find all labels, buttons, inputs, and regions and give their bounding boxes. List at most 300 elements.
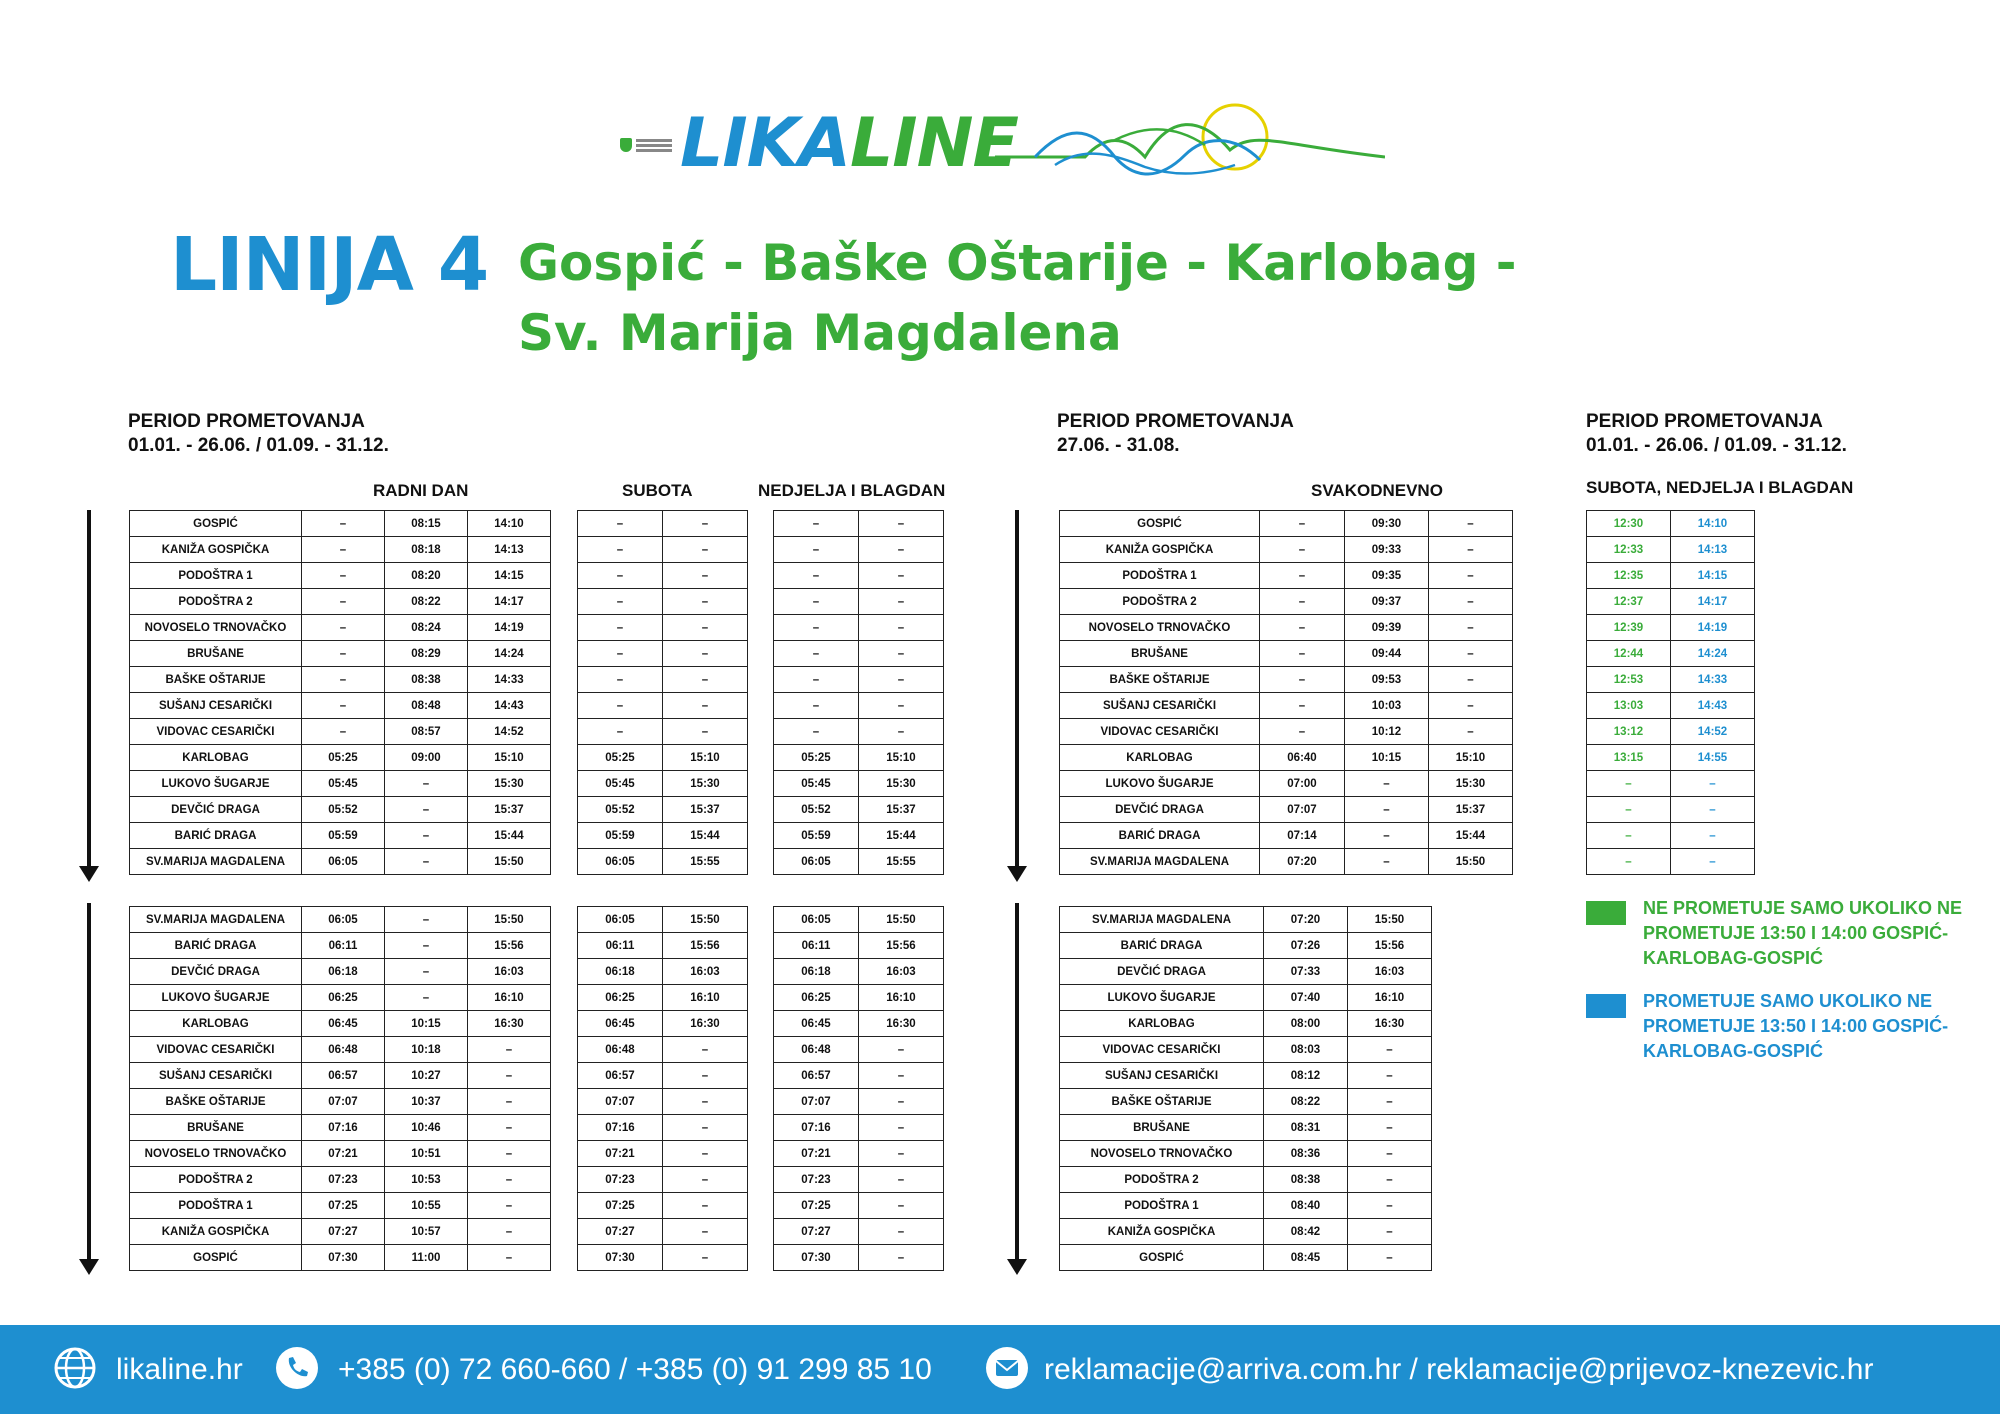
table-row	[1060, 589, 1513, 615]
table-row	[1587, 667, 1755, 693]
departure-time: –	[578, 719, 663, 745]
departure-time: –	[1671, 771, 1755, 797]
departure-time: 15:56	[1348, 933, 1432, 959]
departure-time: –	[859, 1089, 944, 1115]
table-row	[774, 823, 944, 849]
departure-time: 15:30	[468, 771, 551, 797]
stop-name: BARIĆ DRAGA	[1060, 933, 1264, 959]
table-row	[578, 907, 748, 933]
departure-time: –	[1429, 641, 1513, 667]
departure-time: –	[578, 615, 663, 641]
departure-time: –	[578, 511, 663, 537]
departure-time: 10:12	[1345, 719, 1429, 745]
table-row	[578, 1063, 748, 1089]
departure-time: 08:03	[1264, 1037, 1348, 1063]
table-row	[578, 1167, 748, 1193]
table-row	[1060, 985, 1432, 1011]
legend-green-text: NE PROMETUJE SAMO UKOLIKO NE PROMETUJE 13:50 I 14:00 GOSPIĆ-KARLOBAG-GOSPIĆ	[1643, 898, 1963, 968]
table-row	[774, 985, 944, 1011]
table-row	[130, 1167, 551, 1193]
direction-arrow-down-icon	[1007, 866, 1027, 882]
table-row	[130, 1089, 551, 1115]
table-row	[578, 667, 748, 693]
departure-time: –	[1348, 1167, 1432, 1193]
departure-time: 14:24	[1671, 641, 1755, 667]
departure-time: 08:40	[1264, 1193, 1348, 1219]
table-row	[774, 1063, 944, 1089]
table-row	[774, 1193, 944, 1219]
departure-time: 09:53	[1345, 667, 1429, 693]
departure-time: 08:38	[1264, 1167, 1348, 1193]
departure-time: 07:33	[1264, 959, 1348, 985]
departure-time: 08:45	[1264, 1245, 1348, 1271]
departure-time: 07:40	[1264, 985, 1348, 1011]
departure-time: 15:44	[859, 823, 944, 849]
departure-time: 13:03	[1587, 693, 1671, 719]
table-row	[1587, 849, 1755, 875]
table-row	[578, 1011, 748, 1037]
departure-time: 07:23	[578, 1167, 663, 1193]
departure-time: 16:30	[468, 1011, 551, 1037]
table-row	[578, 511, 748, 537]
route-title-line-1: Gospić - Baške Oštarije - Karlobag -	[518, 234, 1517, 292]
stop-name: GOSPIĆ	[130, 1245, 302, 1271]
departure-time: –	[1587, 797, 1671, 823]
departure-time: 16:10	[468, 985, 551, 1011]
table-row	[1060, 615, 1513, 641]
contact-footer	[0, 1325, 2000, 1414]
timetable-radni-dan-return	[129, 906, 551, 1271]
footer-website-link[interactable]: likaline.hr	[116, 1353, 243, 1386]
table-row	[774, 1219, 944, 1245]
table-row	[774, 849, 944, 875]
departure-time: 05:45	[578, 771, 663, 797]
stop-name: BRUŠANE	[1060, 641, 1260, 667]
stop-name: PODOŠTRA 2	[130, 589, 302, 615]
table-row	[1060, 1011, 1432, 1037]
departure-time: –	[1348, 1193, 1432, 1219]
departure-time: 06:57	[302, 1063, 385, 1089]
table-row	[578, 693, 748, 719]
departure-time: 14:55	[1671, 745, 1755, 771]
departure-time: 05:25	[302, 745, 385, 771]
departure-time: –	[1260, 511, 1345, 537]
label-nedjelja: NEDJELJA I BLAGDAN	[758, 481, 946, 500]
departure-time: –	[774, 563, 859, 589]
table-row	[578, 823, 748, 849]
timetable-svakodnevno-return	[1059, 906, 1432, 1271]
departure-time: 15:37	[663, 797, 748, 823]
departure-time: 06:45	[774, 1011, 859, 1037]
departure-time: 05:45	[774, 771, 859, 797]
departure-time: –	[468, 1115, 551, 1141]
table-row	[1060, 933, 1432, 959]
table-row	[1060, 1115, 1432, 1141]
departure-time: 08:20	[385, 563, 468, 589]
departure-time: 06:05	[578, 907, 663, 933]
departure-time: 07:25	[578, 1193, 663, 1219]
departure-time: –	[663, 589, 748, 615]
departure-time: 10:15	[1345, 745, 1429, 771]
departure-time: 15:10	[859, 745, 944, 771]
table-row	[578, 985, 748, 1011]
stop-name: PODOŠTRA 1	[130, 563, 302, 589]
departure-time: 10:51	[385, 1141, 468, 1167]
departure-time: –	[859, 1219, 944, 1245]
stop-name: BRUŠANE	[130, 641, 302, 667]
departure-time: 10:03	[1345, 693, 1429, 719]
departure-time: 07:07	[578, 1089, 663, 1115]
departure-time: –	[302, 511, 385, 537]
stop-name: PODOŠTRA 2	[1060, 1167, 1264, 1193]
departure-time: 14:52	[468, 719, 551, 745]
table-row	[1060, 1167, 1432, 1193]
footer-email-addresses[interactable]: reklamacije@arriva.com.hr / reklamacije@prijevoz-knezevic.hr	[1044, 1353, 1874, 1386]
table-row	[1587, 641, 1755, 667]
stop-name: BAŠKE OŠTARIJE	[130, 1089, 302, 1115]
stop-name: GOSPIĆ	[1060, 1245, 1264, 1271]
departure-time: –	[1429, 589, 1513, 615]
departure-time: 06:25	[774, 985, 859, 1011]
departure-time: 07:25	[774, 1193, 859, 1219]
departure-time: 08:24	[385, 615, 468, 641]
departure-time: 06:25	[302, 985, 385, 1011]
logo-part-1: LIKA	[680, 104, 850, 183]
departure-time: –	[578, 693, 663, 719]
departure-time: 06:57	[578, 1063, 663, 1089]
departure-time: 07:23	[774, 1167, 859, 1193]
departure-time: 10:37	[385, 1089, 468, 1115]
direction-arrow-line	[87, 903, 91, 1261]
departure-time: –	[859, 563, 944, 589]
table-row	[774, 719, 944, 745]
departure-time: –	[468, 1141, 551, 1167]
departure-time: –	[663, 719, 748, 745]
departure-time: 15:50	[468, 907, 551, 933]
departure-time: 06:05	[774, 907, 859, 933]
departure-time: 05:59	[302, 823, 385, 849]
period-middle-dates: 27.06. - 31.08.	[1057, 435, 1180, 456]
period-right-dates: 01.01. - 26.06. / 01.09. - 31.12.	[1586, 435, 1847, 456]
departure-time: 15:55	[663, 849, 748, 875]
departure-time: 15:37	[859, 797, 944, 823]
departure-time: –	[302, 641, 385, 667]
departure-time: –	[859, 1193, 944, 1219]
stop-name: SV.MARIJA MAGDALENA	[1060, 907, 1264, 933]
departure-time: –	[859, 693, 944, 719]
table-row	[1587, 537, 1755, 563]
stop-name: KANIŽA GOSPIČKA	[1060, 1219, 1264, 1245]
departure-time: –	[302, 693, 385, 719]
table-row	[774, 537, 944, 563]
departure-time: 06:45	[302, 1011, 385, 1037]
departure-time: 11:00	[385, 1245, 468, 1271]
departure-time: 06:18	[774, 959, 859, 985]
departure-time: 12:35	[1587, 563, 1671, 589]
departure-time: –	[302, 667, 385, 693]
departure-time: 07:26	[1264, 933, 1348, 959]
departure-time: –	[663, 1089, 748, 1115]
stop-name: BAŠKE OŠTARIJE	[1060, 1089, 1264, 1115]
line-number-title: LINIJA 4	[170, 222, 489, 308]
departure-time: –	[385, 823, 468, 849]
table-row	[774, 797, 944, 823]
departure-time: –	[774, 719, 859, 745]
stop-name: SV.MARIJA MAGDALENA	[130, 907, 302, 933]
table-row	[130, 1011, 551, 1037]
departure-time: –	[1345, 797, 1429, 823]
departure-time: –	[1671, 797, 1755, 823]
departure-time: –	[1345, 849, 1429, 875]
departure-time: 14:43	[468, 693, 551, 719]
departure-time: 14:17	[468, 589, 551, 615]
departure-time: –	[774, 641, 859, 667]
direction-arrow-line	[87, 510, 91, 868]
stop-name: KANIŽA GOSPIČKA	[130, 1219, 302, 1245]
departure-time: 13:15	[1587, 745, 1671, 771]
departure-time: 08:22	[385, 589, 468, 615]
departure-time: 09:39	[1345, 615, 1429, 641]
table-row	[774, 1141, 944, 1167]
departure-time: 07:20	[1264, 907, 1348, 933]
departure-time: –	[1429, 615, 1513, 641]
table-row	[1060, 797, 1513, 823]
timetable-nedjelja-return	[773, 906, 944, 1271]
departure-time: –	[1587, 823, 1671, 849]
departure-time: 07:07	[1260, 797, 1345, 823]
stop-name: BAŠKE OŠTARIJE	[130, 667, 302, 693]
departure-time: 05:52	[774, 797, 859, 823]
departure-time: 05:25	[774, 745, 859, 771]
departure-time: –	[1260, 693, 1345, 719]
table-row	[130, 823, 551, 849]
table-row	[1587, 615, 1755, 641]
stop-name: LUKOVO ŠUGARJE	[1060, 771, 1260, 797]
direction-arrow-down-icon	[1007, 1259, 1027, 1275]
departure-time: 08:48	[385, 693, 468, 719]
table-row	[774, 693, 944, 719]
table-row	[130, 1245, 551, 1271]
table-row	[130, 933, 551, 959]
table-row	[774, 615, 944, 641]
departure-time: –	[859, 1063, 944, 1089]
period-middle-title: PERIOD PROMETOVANJA	[1057, 411, 1294, 432]
table-row	[1060, 563, 1513, 589]
departure-time: 06:25	[578, 985, 663, 1011]
departure-time: 08:42	[1264, 1219, 1348, 1245]
timetable-vikend-summer	[1586, 510, 1755, 875]
table-row	[1587, 589, 1755, 615]
departure-time: –	[302, 589, 385, 615]
departure-time: 06:48	[774, 1037, 859, 1063]
table-row	[774, 1245, 944, 1271]
table-row	[130, 797, 551, 823]
period-left	[128, 410, 389, 458]
departure-time: 07:16	[774, 1115, 859, 1141]
table-row	[130, 719, 551, 745]
table-row	[774, 589, 944, 615]
stop-name: LUKOVO ŠUGARJE	[130, 771, 302, 797]
departure-time: –	[663, 615, 748, 641]
table-row	[774, 1011, 944, 1037]
direction-arrow-down-icon	[79, 1259, 99, 1275]
table-row	[1587, 823, 1755, 849]
departure-time: 14:52	[1671, 719, 1755, 745]
departure-time: –	[468, 1193, 551, 1219]
departure-time: 07:30	[578, 1245, 663, 1271]
departure-time: 07:23	[302, 1167, 385, 1193]
departure-time: 10:15	[385, 1011, 468, 1037]
table-row	[774, 641, 944, 667]
departure-time: 12:37	[1587, 589, 1671, 615]
stop-name: VIDOVAC CESARIČKI	[130, 1037, 302, 1063]
departure-time: 14:17	[1671, 589, 1755, 615]
legend-blue-text: PROMETUJE SAMO UKOLIKO NE PROMETUJE 13:50 I 14:00 GOSPIĆ-KARLOBAG-GOSPIĆ	[1643, 991, 1949, 1061]
departure-time: 05:52	[302, 797, 385, 823]
departure-time: –	[468, 1167, 551, 1193]
stop-name: DEVČIĆ DRAGA	[130, 959, 302, 985]
departure-time: 15:56	[468, 933, 551, 959]
departure-time: 09:44	[1345, 641, 1429, 667]
table-row	[130, 667, 551, 693]
departure-time: 15:10	[1429, 745, 1513, 771]
table-row	[1060, 745, 1513, 771]
departure-time: 05:45	[302, 771, 385, 797]
departure-time: 15:50	[1348, 907, 1432, 933]
departure-time: 07:07	[302, 1089, 385, 1115]
period-right	[1586, 410, 1847, 458]
departure-time: –	[1348, 1115, 1432, 1141]
stop-name: KARLOBAG	[130, 745, 302, 771]
stop-name: NOVOSELO TRNOVAČKO	[130, 615, 302, 641]
departure-time: 10:27	[385, 1063, 468, 1089]
departure-time: 07:27	[774, 1219, 859, 1245]
departure-time: –	[1429, 511, 1513, 537]
departure-time: –	[1260, 537, 1345, 563]
departure-time: –	[663, 1193, 748, 1219]
table-row	[578, 641, 748, 667]
departure-time: –	[1348, 1037, 1432, 1063]
table-row	[1060, 693, 1513, 719]
departure-time: 14:13	[468, 537, 551, 563]
stop-name: BRUŠANE	[1060, 1115, 1264, 1141]
departure-time: 06:05	[302, 907, 385, 933]
stop-name: KARLOBAG	[1060, 745, 1260, 771]
period-middle	[1057, 410, 1294, 458]
envelope-icon	[985, 1346, 1029, 1390]
departure-time: 08:22	[1264, 1089, 1348, 1115]
table-row	[1060, 959, 1432, 985]
departure-time: –	[1429, 667, 1513, 693]
departure-time: 09:00	[385, 745, 468, 771]
departure-time: –	[859, 1037, 944, 1063]
table-row	[130, 641, 551, 667]
table-row	[1060, 771, 1513, 797]
table-row	[1587, 745, 1755, 771]
stop-name: BRUŠANE	[130, 1115, 302, 1141]
table-row	[774, 933, 944, 959]
departure-time: –	[663, 641, 748, 667]
departure-time: –	[1587, 771, 1671, 797]
departure-time: –	[663, 1167, 748, 1193]
table-row	[1587, 719, 1755, 745]
table-row	[130, 907, 551, 933]
stop-name: DEVČIĆ DRAGA	[130, 797, 302, 823]
departure-time: 12:53	[1587, 667, 1671, 693]
departure-time: –	[302, 563, 385, 589]
departure-time: –	[1348, 1219, 1432, 1245]
departure-time: –	[1260, 615, 1345, 641]
departure-time: –	[302, 615, 385, 641]
departure-time: 06:57	[774, 1063, 859, 1089]
departure-time: 15:44	[1429, 823, 1513, 849]
departure-time: –	[859, 667, 944, 693]
departure-time: 16:30	[1348, 1011, 1432, 1037]
departure-time: 06:48	[578, 1037, 663, 1063]
departure-time: 09:33	[1345, 537, 1429, 563]
departure-time: 15:50	[468, 849, 551, 875]
label-svakodnevno: SVAKODNEVNO	[1311, 481, 1443, 500]
departure-time: –	[468, 1219, 551, 1245]
departure-time: 14:15	[1671, 563, 1755, 589]
stop-name: VIDOVAC CESARIČKI	[1060, 1037, 1264, 1063]
table-row	[578, 933, 748, 959]
stop-name: SV.MARIJA MAGDALENA	[130, 849, 302, 875]
county-crest	[620, 138, 632, 152]
departure-time: –	[663, 1141, 748, 1167]
footer-phone-numbers[interactable]: +385 (0) 72 660-660 / +385 (0) 91 299 85 10	[338, 1353, 932, 1386]
departure-time: –	[578, 537, 663, 563]
departure-time: –	[663, 563, 748, 589]
table-row	[774, 745, 944, 771]
departure-time: –	[859, 641, 944, 667]
departure-time: –	[385, 849, 468, 875]
stop-name: BAŠKE OŠTARIJE	[1060, 667, 1260, 693]
globe-icon	[53, 1346, 97, 1390]
departure-time: 06:40	[1260, 745, 1345, 771]
departure-time: 15:44	[663, 823, 748, 849]
table-row	[130, 745, 551, 771]
table-row	[1060, 537, 1513, 563]
departure-time: 07:30	[302, 1245, 385, 1271]
period-left-dates: 01.01. - 26.06. / 01.09. - 31.12.	[128, 435, 389, 456]
stop-name: PODOŠTRA 1	[130, 1193, 302, 1219]
departure-time: 05:52	[578, 797, 663, 823]
departure-time: 06:05	[774, 849, 859, 875]
period-right-title: PERIOD PROMETOVANJA	[1586, 411, 1823, 432]
stop-name: DEVČIĆ DRAGA	[1060, 797, 1260, 823]
departure-time: –	[1429, 537, 1513, 563]
departure-time: –	[385, 797, 468, 823]
timetable-subota-return	[577, 906, 748, 1271]
departure-time: –	[1345, 771, 1429, 797]
departure-time: –	[385, 985, 468, 1011]
departure-time: 15:10	[468, 745, 551, 771]
departure-time: 16:10	[859, 985, 944, 1011]
departure-time: 06:11	[302, 933, 385, 959]
departure-time: –	[302, 537, 385, 563]
table-row	[130, 589, 551, 615]
stop-name: DEVČIĆ DRAGA	[1060, 959, 1264, 985]
departure-time: 16:03	[859, 959, 944, 985]
departure-time: 13:12	[1587, 719, 1671, 745]
table-row	[130, 959, 551, 985]
departure-time: –	[859, 719, 944, 745]
table-row	[130, 615, 551, 641]
departure-time: 09:37	[1345, 589, 1429, 615]
table-row	[130, 1141, 551, 1167]
departure-time: 14:33	[468, 667, 551, 693]
